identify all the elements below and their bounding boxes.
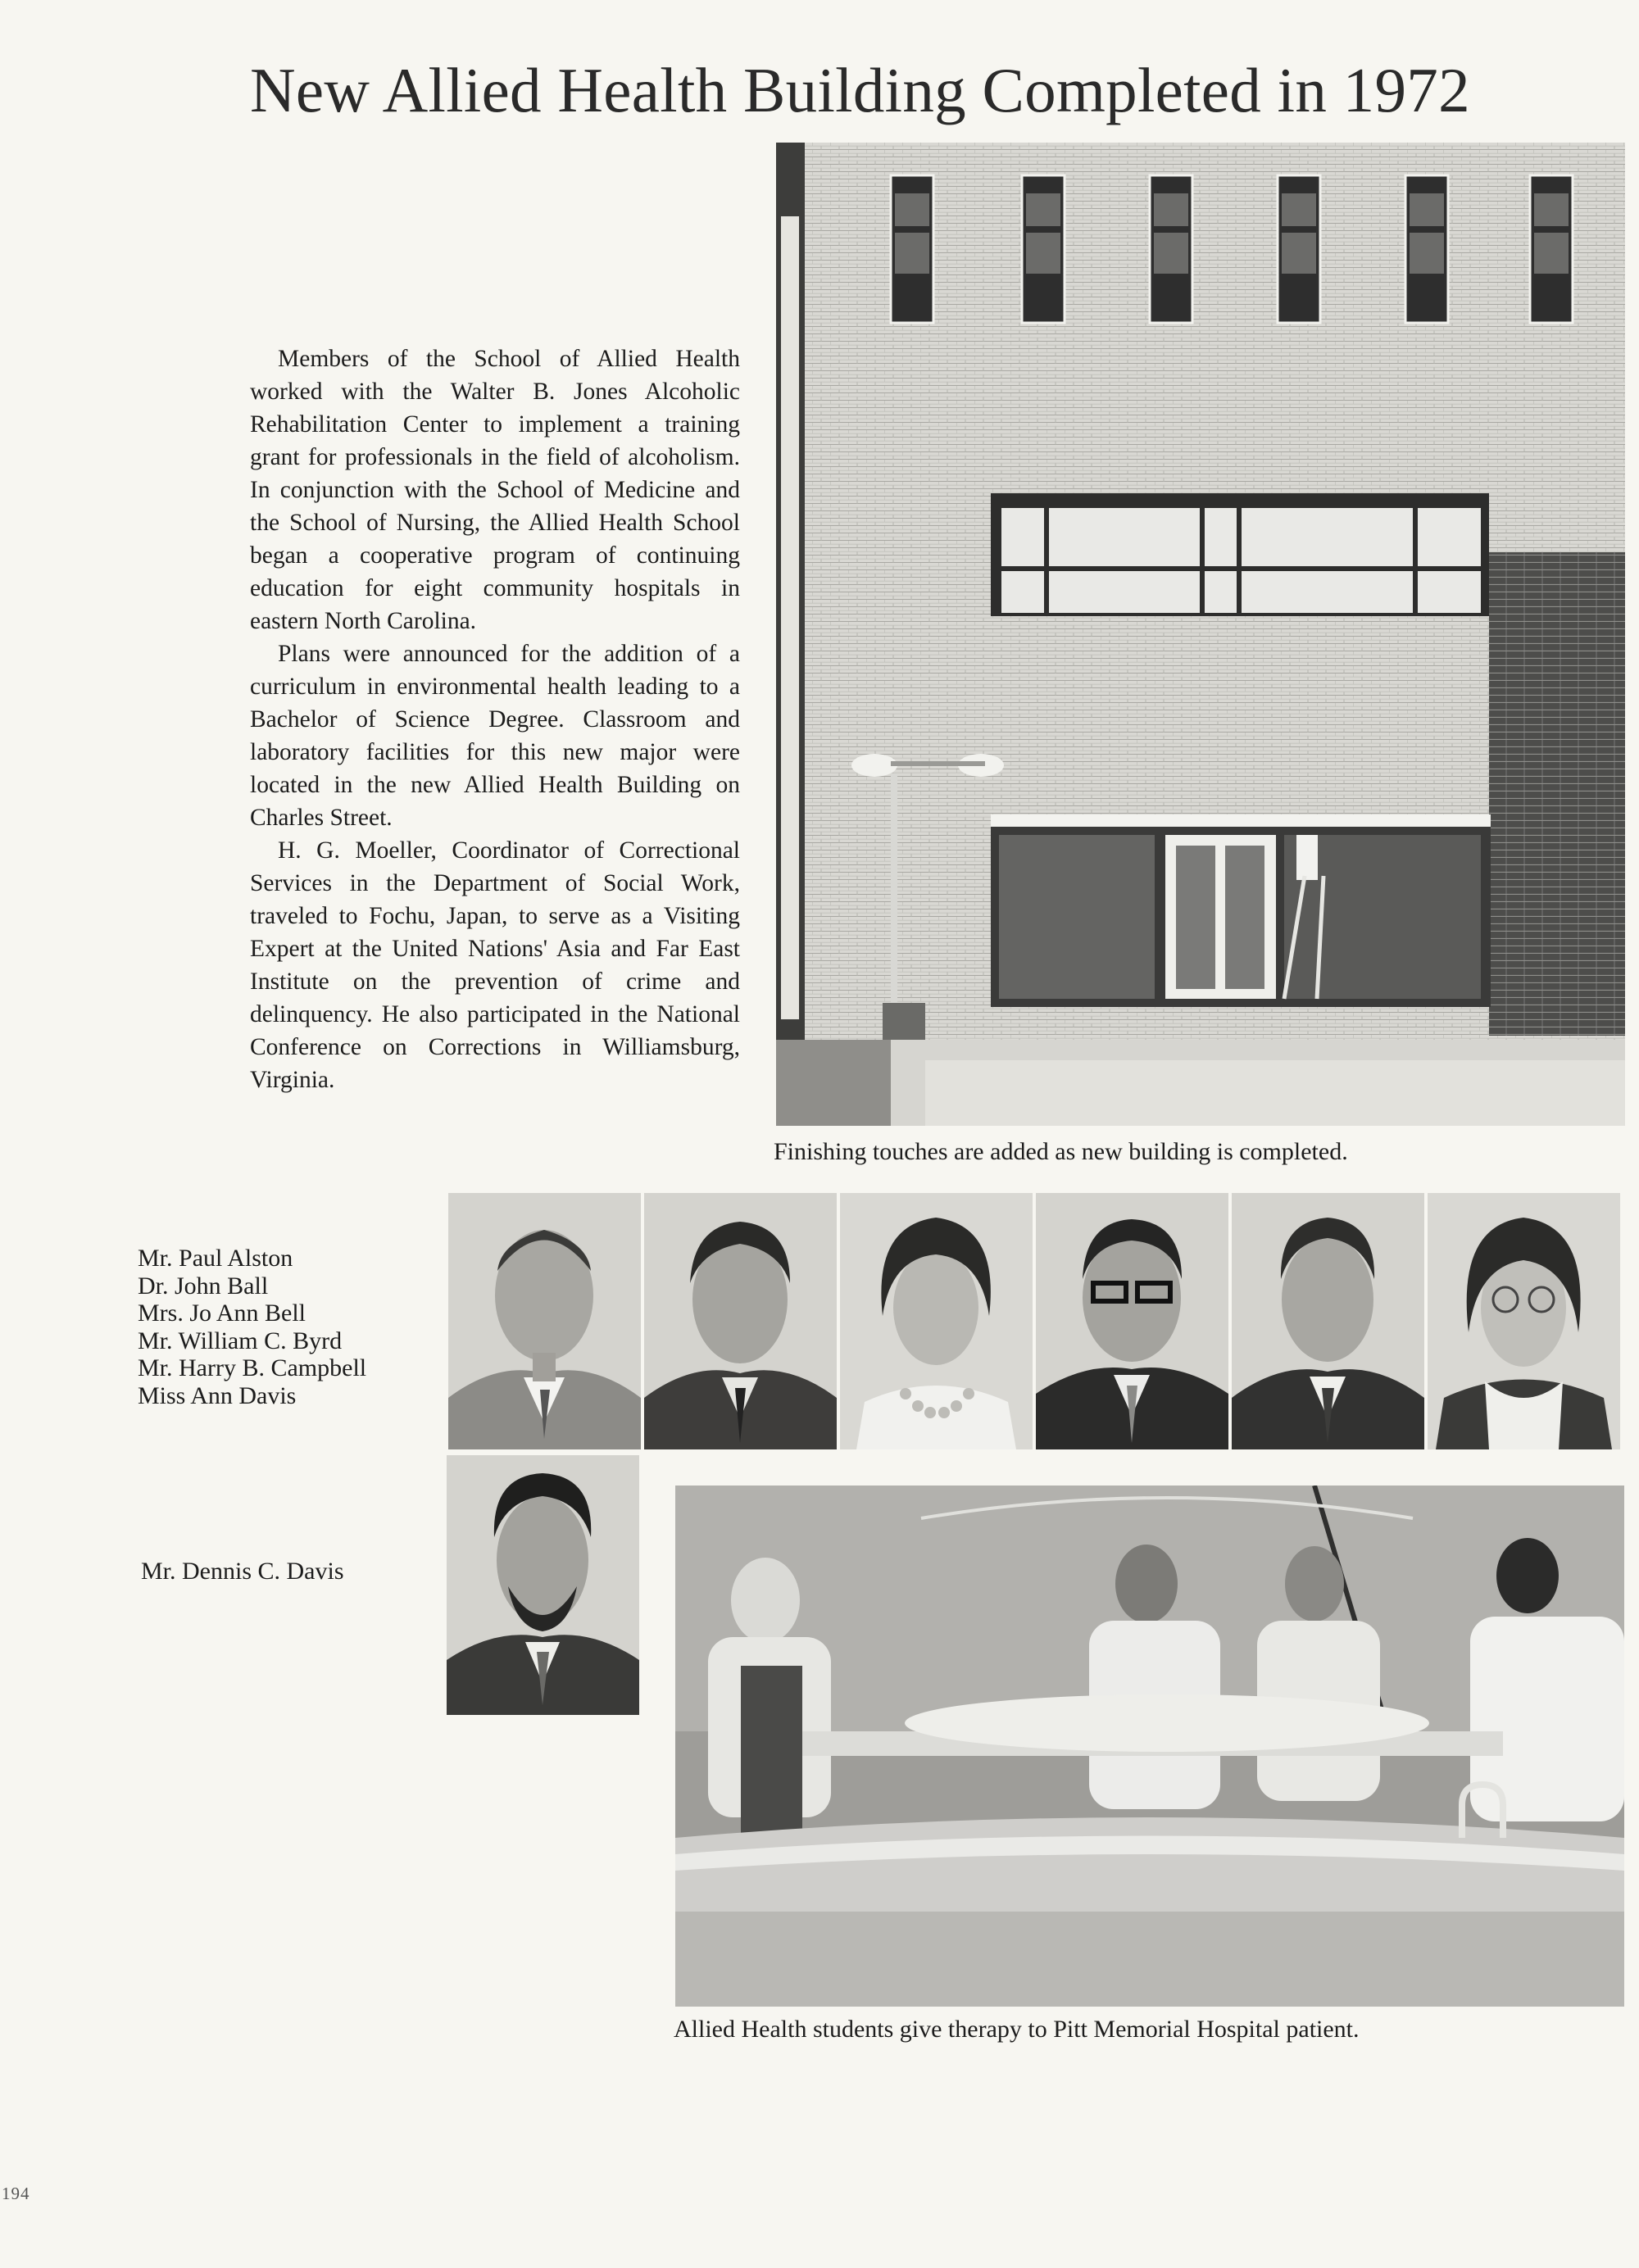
portrait-jo-ann-bell [840,1193,1033,1449]
portrait-dennis-c-davis [447,1455,639,1715]
page-number: 194 [2,2184,30,2203]
portrait-john-ball [644,1193,837,1449]
paragraph: Members of the School of Allied Health worked with the Walter B. Jones Alcoholic Rehabilitation Center to implement a training grant for professionals in the field of alcoholism. In conjunction with the School of Medicine and the School of Nursing, the Allied Health School began a cooperative program of continuing education for eight community hospitals in eastern North Carolina. [250,346,740,634]
therapy-photo-caption: Allied Health students give therapy to Pitt Memorial Hospital patient. [674,2016,1360,2043]
faculty-portrait-row [448,1193,1624,1449]
portrait-ann-davis [1428,1193,1620,1449]
faculty-name: Miss Ann Davis [138,1381,297,1409]
portrait-william-c-byrd [1036,1193,1228,1449]
faculty-name: Mrs. Jo Ann Bell [138,1300,306,1327]
article-body [250,342,740,1096]
portrait-harry-b-campbell [1232,1193,1424,1449]
therapy-photo [675,1486,1624,2007]
building-photo-caption: Finishing touches are added as new building is completed. [774,1138,1348,1165]
page-title: New Allied Health Building Completed in 1972 [250,55,1470,125]
faculty-name: Mr. Paul Alston [138,1245,293,1272]
faculty-name: Mr. Dennis C. Davis [141,1558,344,1585]
faculty-name-list [138,1245,449,1409]
building-photo [776,143,1625,1126]
faculty-name: Dr. John Ball [138,1272,269,1300]
paragraph: Plans were announced for the addition of a curriculum in environmental health leading to a Bachelor of Science Degree. Classroom and laboratory facilities for this new major were located in the new Allied Health Building on Charles Street. [250,641,740,831]
faculty-name: Mr. William C. Byrd [138,1327,343,1354]
portrait-paul-alston [448,1193,641,1449]
paragraph: H. G. Moeller, Coordinator of Correctional Services in the Department of Social Work, traveled to Fochu, Japan, to serve as a Visiting Expert at the United Nations' Asia and Far East Institute on the prevention of crime and delinquency. He also participated in the National Conference on Corrections in Williamsburg, Virginia. [250,837,740,1093]
faculty-name: Mr. Harry B. Campbell [138,1354,367,1381]
